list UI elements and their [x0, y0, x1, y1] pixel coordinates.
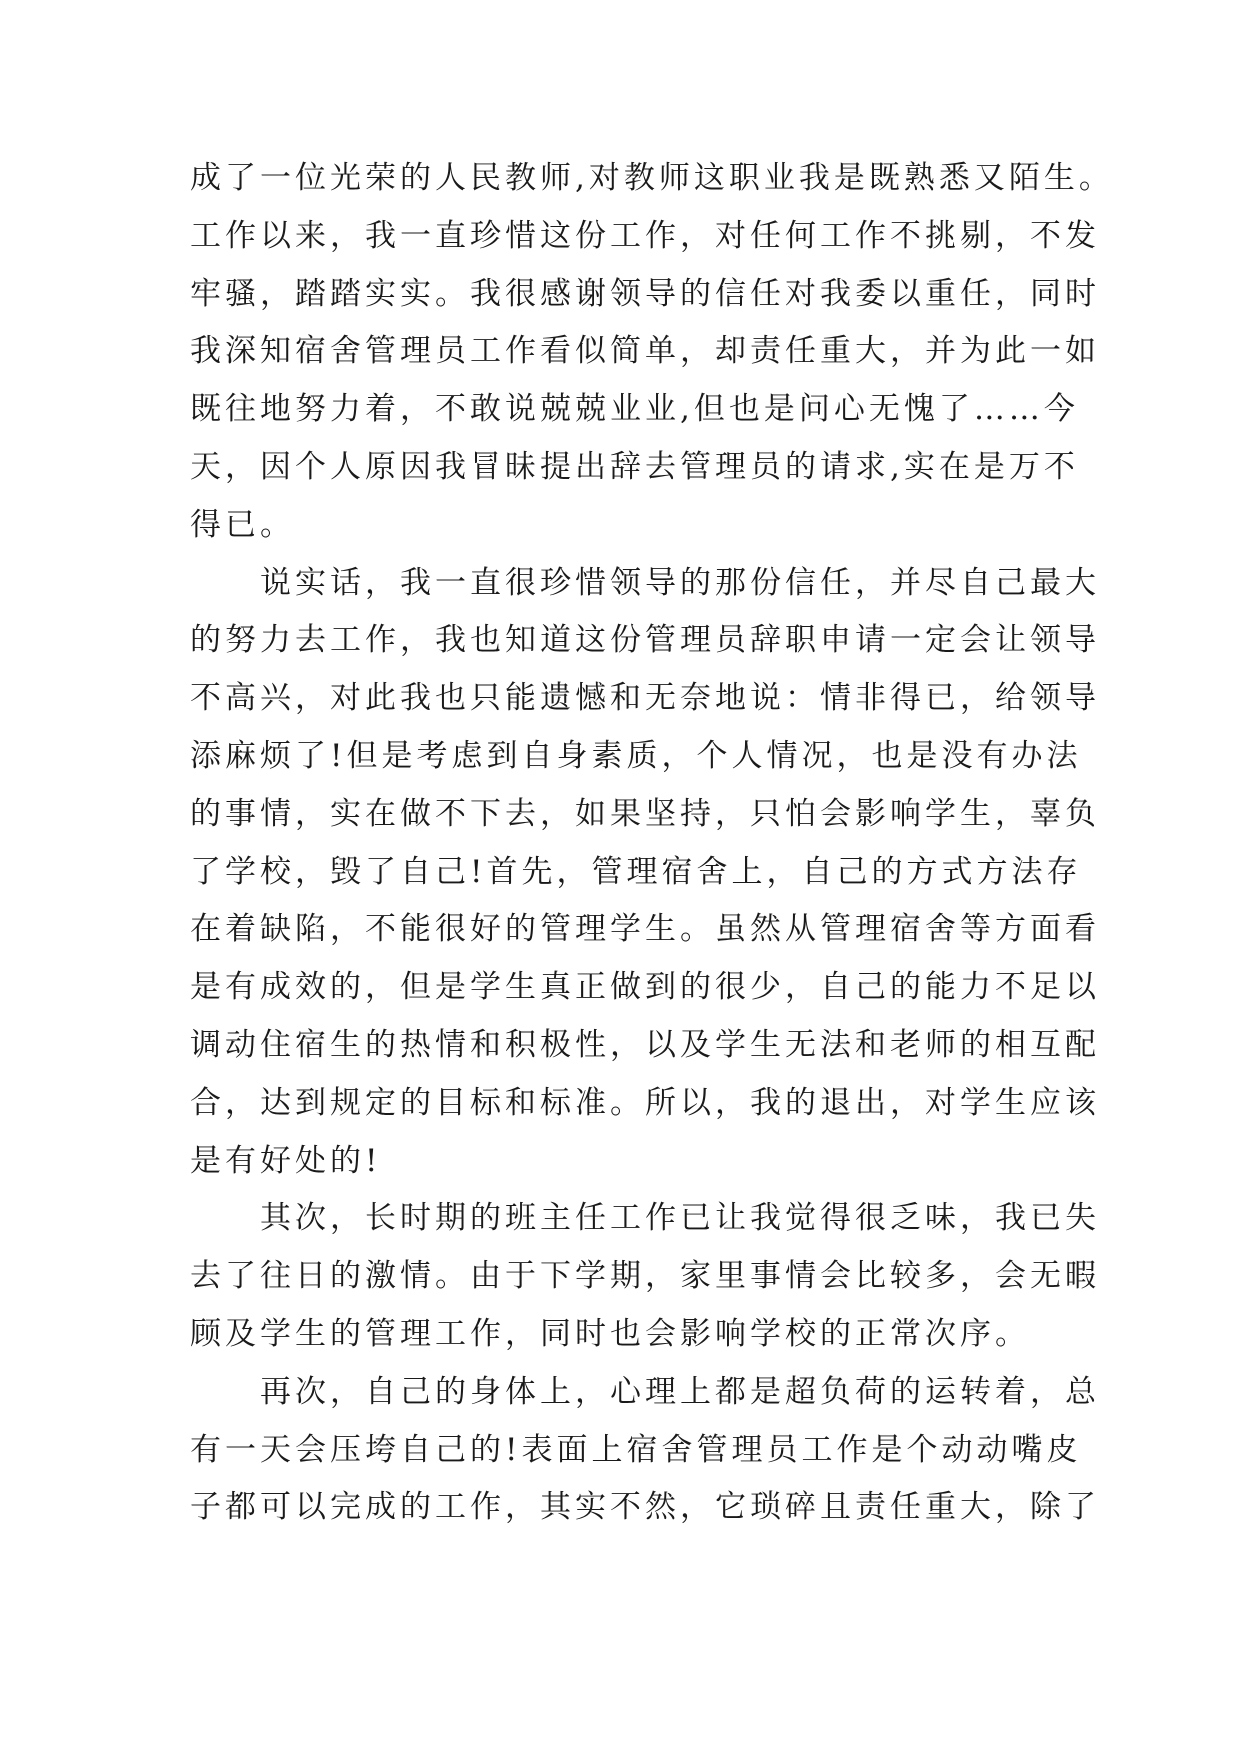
text-line: 是有好处的! [190, 1142, 382, 1179]
text-line: 调动住宿生的热情和积极性，以及学生无法和老师的相互配 [190, 1026, 1100, 1063]
text-line: 的事情，实在做不下去，如果坚持，只怕会影响学生，辜负 [190, 795, 1100, 832]
document-body [190, 150, 1114, 1537]
text-line: 我深知宿舍管理员工作看似简单，却责任重大，并为此一如 [190, 333, 1100, 370]
text-line: 牢骚，踏踏实实。我很感谢领导的信任对我委以重任，同时 [190, 275, 1100, 312]
text-line: 得已。 [190, 506, 295, 543]
text-line: 去了往日的激情。由于下学期，家里事情会比较多，会无暇 [190, 1258, 1100, 1295]
text-line: 顾及学生的管理工作，同时也会影响学校的正常次序。 [190, 1315, 1030, 1352]
text-line: 有一天会压垮自己的!表面上宿舍管理员工作是个动动嘴皮 [190, 1431, 1082, 1468]
text-line: 说实话，我一直很珍惜领导的那份信任，并尽自己最大 [260, 564, 1100, 601]
text-line: 成了一位光荣的人民教师,对教师这职业我是既熟悉又陌生。 [190, 160, 1114, 196]
text-line: 在着缺陷，不能很好的管理学生。虽然从管理宿舍等方面看 [190, 911, 1100, 948]
text-line: 工作以来，我一直珍惜这份工作，对任何工作不挑剔，不发 [190, 217, 1100, 254]
text-line: 了学校，毁了自己!首先，管理宿舍上，自己的方式方法存 [190, 853, 1082, 890]
text-line: 其次，长时期的班主任工作已让我觉得很乏味，我已失 [260, 1200, 1100, 1237]
text-line: 再次，自己的身体上，心理上都是超负荷的运转着，总 [260, 1373, 1100, 1410]
text-line: 子都可以完成的工作，其实不然，它琐碎且责任重大，除了 [190, 1489, 1100, 1526]
text-line: 是有成效的，但是学生真正做到的很少，自己的能力不足以 [190, 969, 1100, 1006]
text-line: 的努力去工作，我也知道这份管理员辞职申请一定会让领导 [190, 622, 1100, 659]
text-line: 既往地努力着，不敢说兢兢业业,但也是问心无愧了……今 [190, 391, 1079, 428]
text-line: 合，达到规定的目标和标准。所以，我的退出，对学生应该 [190, 1084, 1100, 1121]
text-line: 添麻烦了!但是考虑到自身素质，个人情况，也是没有办法 [190, 737, 1082, 774]
text-line: 天，因个人原因我冒昧提出辞去管理员的请求,实在是万不 [190, 448, 1079, 485]
text-line: 不高兴，对此我也只能遗憾和无奈地说：情非得已，给领导 [190, 680, 1100, 717]
